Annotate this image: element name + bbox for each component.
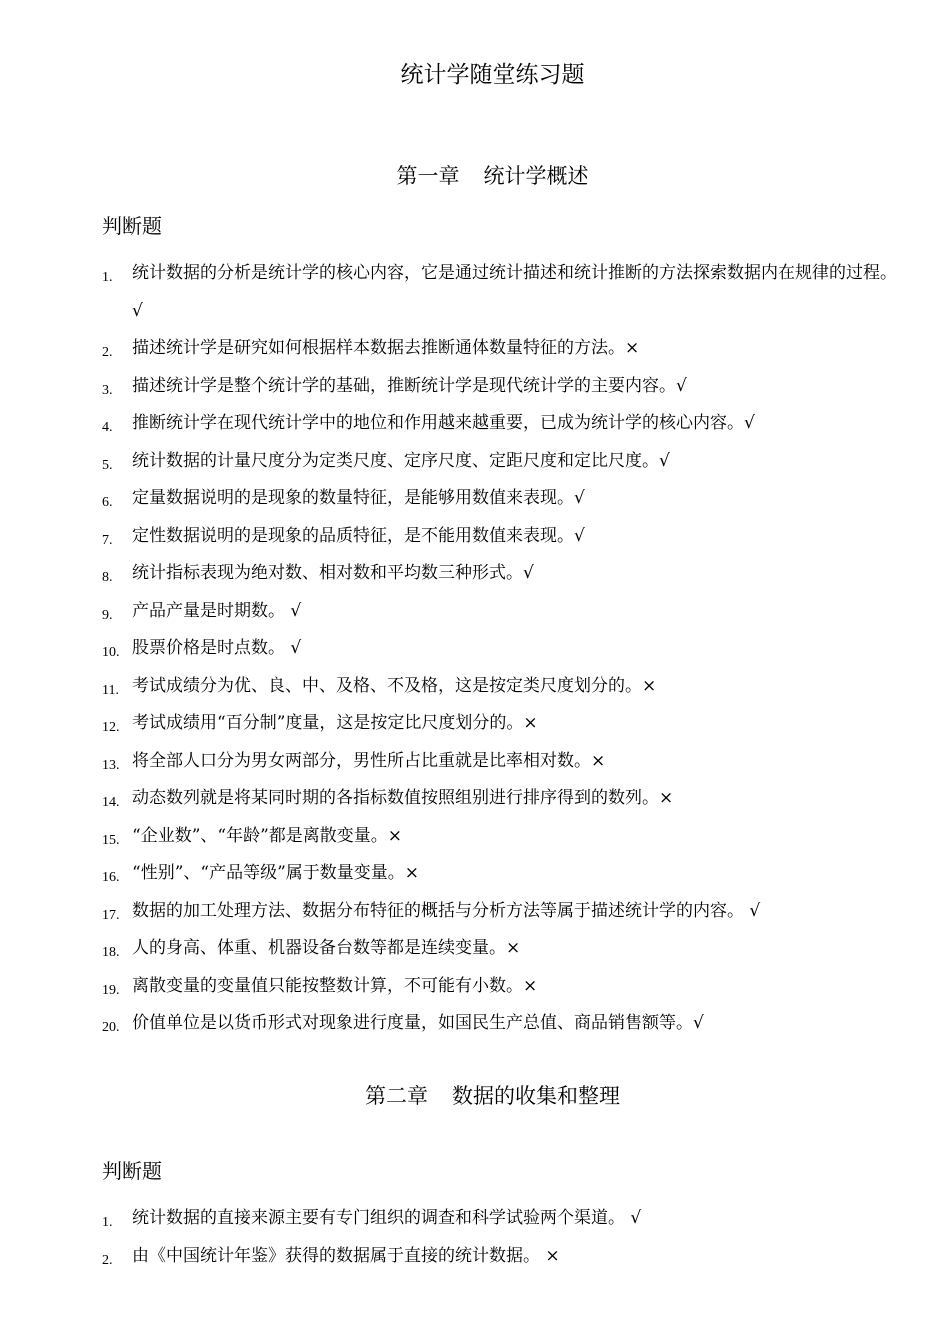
question-item [0,593,950,631]
question-number: 5. [102,457,113,473]
question-item [0,555,950,593]
question-text: “企业数”、“年龄”都是离散变量。× [132,825,403,846]
document-title: 统计学随堂练习题 [400,62,585,88]
question-number: 8. [102,570,113,585]
question-item [0,743,950,781]
question-text: 离散变量的变量值只能按整数计算，不可能有小数。× [132,975,538,996]
chapter-name: 数据的收集和整理 [452,1084,620,1108]
question-text: 考试成绩分为优、良、中、及格、不及格，这是按定类尺度划分的。× [132,675,657,696]
question-item [0,255,950,330]
question-number: 6. [102,495,113,510]
question-number: 19. [102,982,120,998]
chapter-number: 第二章 [365,1084,428,1108]
question-number: 4. [102,420,113,435]
question-number: 9. [102,607,113,623]
question-item [0,1238,950,1276]
question-item [0,1005,950,1043]
question-item [0,443,950,481]
question-text: 定量数据说明的是现象的数量特征，是能够用数值来表现。√ [132,488,585,508]
question-number: 2. [102,1252,113,1268]
chapter-1-question-list [0,255,950,1043]
question-item [0,330,950,368]
question-number: 3. [102,382,113,398]
question-text: 推断统计学在现代统计学中的地位和作用越来越重要，已成为统计学的核心内容。√ [132,413,755,433]
question-text: 动态数列就是将某同时期的各指标数值按照组别进行排序得到的数列。× [132,788,674,808]
question-item [0,480,950,518]
question-number: 1. [102,270,113,285]
question-text: 由《中国统计年鉴》获得的数据属于直接的统计数据。 × [132,1245,560,1266]
question-number: 7. [102,532,113,548]
chapter-name: 统计学概述 [483,164,589,188]
chapter-number: 第一章 [396,164,460,188]
question-text: 统计数据的计量尺度分为定类尺度、定序尺度、定距尺度和定比尺度。√ [132,450,670,471]
question-text: 统计指标表现为绝对数、相对数和平均数三种形式。√ [132,563,534,583]
question-number: 16. [102,870,120,885]
question-number: 10. [102,645,120,660]
question-item [0,368,950,406]
question-item [0,780,950,818]
question-number: 20. [102,1020,120,1035]
question-item [0,818,950,856]
question-item [0,705,950,743]
question-number: 12. [102,720,120,735]
question-text: 将全部人口分为男女两部分，男性所占比重就是比率相对数。× [132,750,606,771]
chapter-2-heading [0,1082,950,1110]
question-text: 统计数据的直接来源主要有专门组织的调查和科学试验两个渠道。 √ [132,1208,642,1228]
question-item [0,968,950,1006]
chapter-1-heading [0,162,950,190]
question-text: 描述统计学是整个统计学的基础，推断统计学是现代统计学的主要内容。√ [132,375,687,396]
question-text: 人的身高、体重、机器设备台数等都是连续变量。× [132,938,521,958]
question-text: 定性数据说明的是现象的品质特征，是不能用数值来表现。√ [132,525,585,546]
question-number: 1. [102,1215,113,1230]
question-item [0,668,950,706]
question-text: 统计数据的分析是统计学的核心内容，它是通过统计描述和统计推断的方法探索数据内在规律的过程。 √ [132,263,897,321]
question-number: 2. [102,345,113,360]
question-text: 股票价格是时点数。 √ [132,638,302,658]
question-number: 15. [102,832,120,848]
question-item [0,893,950,931]
question-item [0,405,950,443]
question-number: 13. [102,757,120,773]
chapter-2-question-list [0,1200,950,1275]
question-number: 18. [102,945,120,960]
question-number: 11. [102,682,119,698]
question-item [0,630,950,668]
question-number: 17. [102,907,120,923]
section-label-true-false: 判断题 [102,214,162,238]
question-text: 考试成绩用“百分制”度量，这是按定比尺度划分的。× [132,713,538,733]
question-item [0,855,950,893]
question-item [0,518,950,556]
question-item [0,1200,950,1238]
question-text: 产品产量是时期数。 √ [132,600,302,621]
question-item [0,930,950,968]
question-text: 描述统计学是研究如何根据样本数据去推断通体数量特征的方法。× [132,338,640,358]
question-text: 数据的加工处理方法、数据分布特征的概括与分析方法等属于描述统计学的内容。 √ [132,900,761,921]
question-text: “性别”、“产品等级”属于数量变量。× [132,863,420,883]
question-text: 价值单位是以货币形式对现象进行度量，如国民生产总值、商品销售额等。√ [132,1013,704,1033]
question-number: 14. [102,795,120,810]
section-label-true-false: 判断题 [102,1159,162,1183]
